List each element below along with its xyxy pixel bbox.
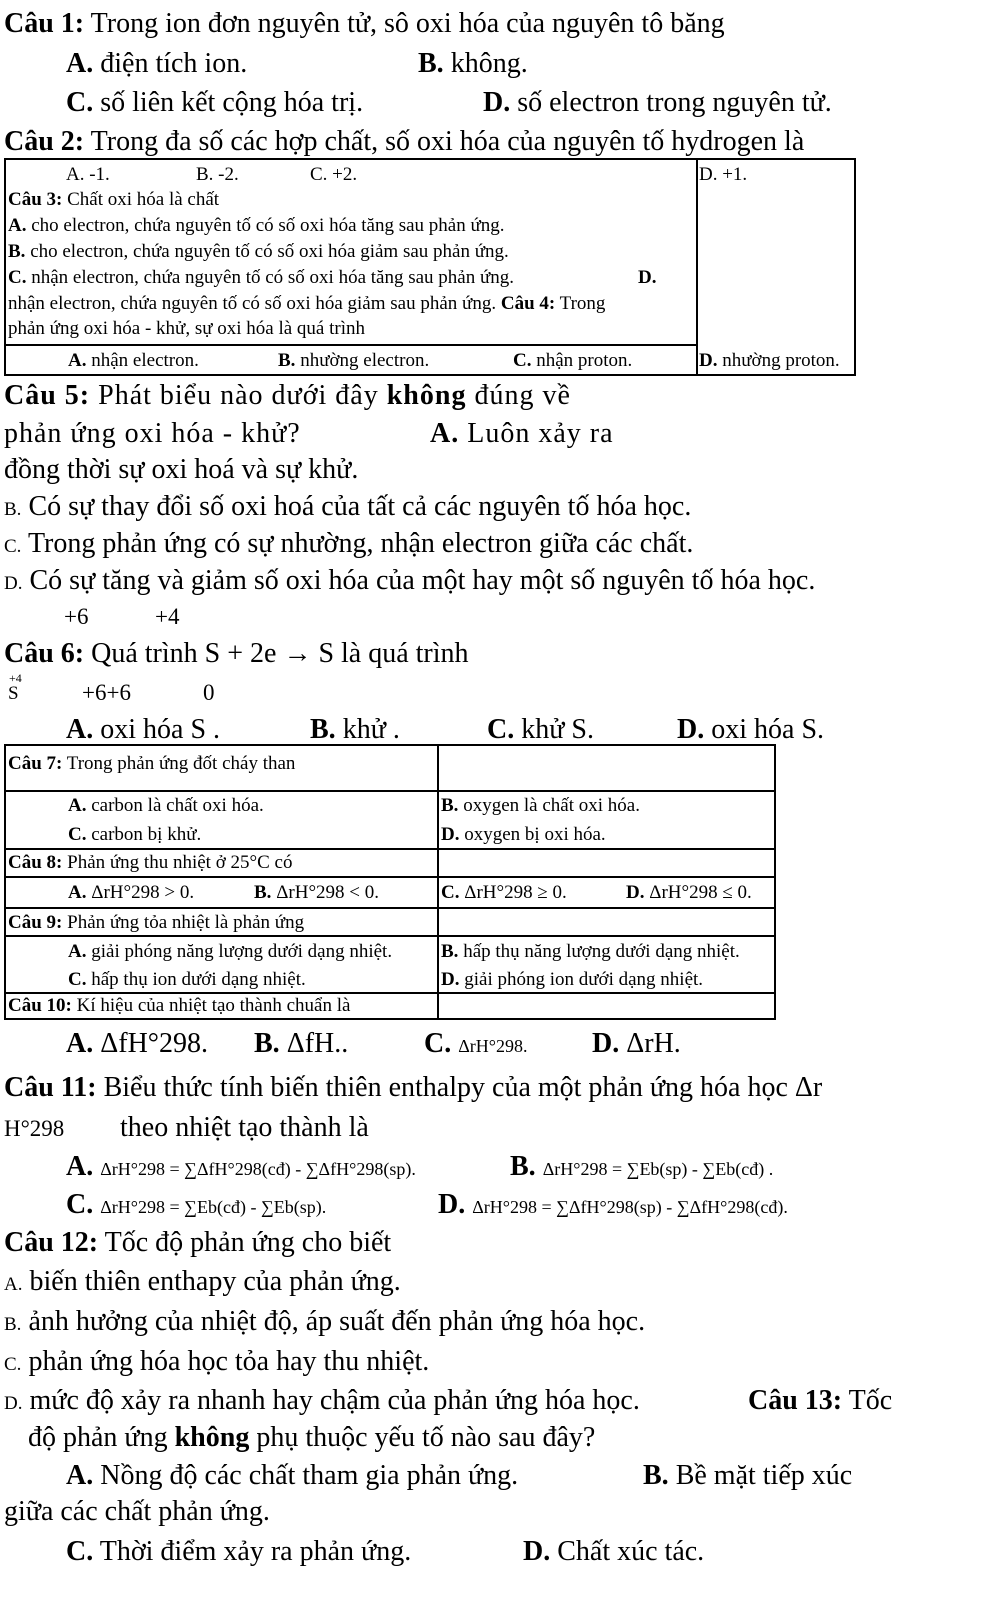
q4-option-c[interactable] bbox=[513, 351, 632, 370]
q6-b-letter: B. bbox=[310, 714, 336, 745]
q13-a-letter: A. bbox=[66, 1460, 94, 1491]
table-rule bbox=[854, 158, 856, 376]
q1-d-letter: D. bbox=[483, 87, 511, 118]
q8-a-letter: A. bbox=[68, 882, 87, 903]
q7-option-d[interactable] bbox=[441, 825, 606, 844]
q1-c-letter: C. bbox=[66, 87, 94, 118]
q6-a-letter: A. bbox=[66, 714, 94, 745]
q7-b-text: oxygen là chất oxi hóa. bbox=[463, 795, 640, 816]
q5-label: Câu 5: bbox=[4, 380, 91, 411]
q6-d-text: oxi hóa S. bbox=[711, 714, 825, 745]
q3-b-letter: B. bbox=[8, 241, 26, 262]
q7-text: Trong phản ứng đốt cháy than bbox=[66, 753, 296, 774]
q7-c-letter: C. bbox=[68, 824, 87, 845]
q12-a-text: biến thiên enthapy của phản ứng. bbox=[29, 1266, 401, 1297]
table-rule bbox=[4, 1018, 776, 1020]
q12-option-c[interactable] bbox=[4, 1348, 429, 1376]
q12-b-letter: B. bbox=[4, 1314, 22, 1335]
q6-option-c[interactable] bbox=[487, 716, 594, 744]
q11-a-text: ΔrH°298 = ∑ΔfH°298(cđ) - ∑ΔfH°298(sp). bbox=[100, 1159, 416, 1179]
q9-option-a[interactable] bbox=[68, 942, 392, 961]
q11-stem bbox=[4, 1074, 822, 1102]
table-rule bbox=[696, 158, 698, 376]
q5-b-letter: B. bbox=[4, 499, 22, 520]
q6-label: Câu 6: bbox=[4, 638, 85, 669]
q4-option-a[interactable] bbox=[68, 351, 199, 370]
q8-c-letter: C. bbox=[441, 882, 460, 903]
q11-option-d[interactable] bbox=[438, 1191, 788, 1219]
q10-c-letter: C. bbox=[424, 1028, 452, 1059]
q9-a-letter: A. bbox=[68, 941, 87, 962]
q8-a-text: ΔrH°298 > 0. bbox=[91, 882, 195, 903]
q4-option-d[interactable] bbox=[699, 351, 840, 370]
q1-a-letter: A. bbox=[66, 48, 94, 79]
q5-stem-line2: phản ứng oxi hóa - khử? bbox=[4, 418, 301, 449]
q12-label: Câu 12: bbox=[4, 1227, 99, 1258]
q6-option-d[interactable] bbox=[677, 716, 824, 744]
q1-stem bbox=[4, 10, 725, 38]
q13-b-letter: B. bbox=[643, 1460, 669, 1491]
q5-b-text: Có sự thay đổi số oxi hoá của tất cả các nguyên tố hóa học. bbox=[28, 491, 692, 522]
q3-option-b[interactable] bbox=[8, 242, 509, 261]
q7-option-b[interactable] bbox=[441, 796, 640, 815]
q2-option-c[interactable]: C. +2. bbox=[310, 164, 358, 185]
q12-option-d[interactable] bbox=[4, 1387, 640, 1415]
q7-c-text: carbon bị khử. bbox=[91, 824, 202, 845]
q8-b-letter: B. bbox=[254, 882, 272, 903]
table-rule bbox=[4, 344, 696, 346]
q5-emph: không bbox=[386, 380, 467, 411]
q10-d-letter: D. bbox=[592, 1028, 620, 1059]
q12-c-letter: C. bbox=[4, 1354, 22, 1375]
q13-option-c[interactable] bbox=[66, 1538, 411, 1566]
q13-option-a[interactable] bbox=[66, 1462, 518, 1490]
q12-option-b[interactable] bbox=[4, 1308, 645, 1336]
q10-a-letter: A. bbox=[66, 1028, 94, 1059]
q4-c-text: nhận proton. bbox=[536, 350, 633, 371]
q10-b-letter: B. bbox=[254, 1028, 280, 1059]
q5-option-d[interactable] bbox=[4, 567, 815, 595]
q7-d-text: oxygen bị oxi hóa. bbox=[464, 824, 606, 845]
q2-option-b[interactable]: B. -2. bbox=[196, 164, 239, 185]
q13-text-c: phụ thuộc yếu tố nào sau đây? bbox=[256, 1422, 596, 1453]
q13-option-b[interactable] bbox=[643, 1462, 852, 1490]
table-rule bbox=[4, 790, 776, 792]
q6-c-text: khử S. bbox=[521, 714, 594, 745]
q9-d-letter: D. bbox=[441, 969, 460, 990]
q7-d-letter: D. bbox=[441, 824, 460, 845]
q5-a-text: Luôn xảy ra bbox=[467, 418, 614, 449]
q11-a-letter: A. bbox=[66, 1151, 94, 1182]
q4-option-b[interactable] bbox=[278, 351, 429, 370]
q11-text: Biểu thức tính biến thiên enthalpy của một phản ứng hóa học Δr bbox=[103, 1072, 823, 1103]
table-rule bbox=[4, 374, 856, 376]
q5-stem bbox=[4, 382, 571, 410]
q2-option-d[interactable]: D. +1. bbox=[699, 164, 748, 185]
q5-c-text: Trong phản ứng có sự nhường, nhận electron giữa các chất. bbox=[27, 528, 694, 559]
q13-emph: không bbox=[174, 1422, 250, 1453]
q3-a-letter: A. bbox=[8, 215, 27, 236]
q6-oxidation-state: +4 bbox=[155, 604, 180, 629]
q1-c-text: số liên kết cộng hóa trị. bbox=[100, 87, 364, 118]
q13-b-text: Bề mặt tiếp xúc bbox=[675, 1460, 853, 1491]
q9-d-text: giải phóng ion dưới dạng nhiệt. bbox=[464, 969, 704, 990]
q11-c-text: ΔrH°298 = ∑Eb(cđ) - ∑Eb(sp). bbox=[100, 1197, 327, 1217]
q6-stem bbox=[4, 640, 469, 668]
table-rule bbox=[4, 992, 776, 994]
q5-option-c[interactable] bbox=[4, 530, 693, 558]
q3-a-text: cho electron, chứa nguyên tố có số oxi hóa tăng sau phản ứng. bbox=[31, 215, 505, 236]
q9-b-text: hấp thụ năng lượng dưới dạng nhiệt. bbox=[463, 941, 740, 962]
q5-option-b[interactable] bbox=[4, 493, 691, 521]
q1-option-d[interactable] bbox=[483, 89, 832, 117]
q6-option-b[interactable] bbox=[310, 716, 400, 744]
q5-d-letter: D. bbox=[4, 573, 23, 594]
table-rule bbox=[4, 158, 856, 160]
q4-b-text: nhường electron. bbox=[300, 350, 430, 371]
q5-option-a-line2: đồng thời sự oxi hoá và sự khử. bbox=[4, 454, 359, 485]
q4-stem: phản ứng oxi hóa - khử, sự oxi hóa là quá trình bbox=[8, 318, 366, 339]
q8-c-text: ΔrH°298 ≥ 0. bbox=[464, 882, 567, 903]
q11-option-a[interactable] bbox=[66, 1153, 416, 1181]
table-rule bbox=[4, 744, 6, 1020]
q11-stem-text2: theo nhiệt tạo thành là bbox=[120, 1112, 369, 1143]
q6-oxidation-state: 0 bbox=[203, 680, 215, 705]
q5-a-letter: A. bbox=[430, 418, 460, 449]
q3-d-text: nhận electron, chứa nguyên tố có số oxi hóa giảm sau phản ứng. bbox=[8, 293, 497, 314]
q6-s-superscript: +4 bbox=[9, 671, 22, 685]
q3-c-letter: C. bbox=[8, 267, 27, 288]
q10-option-a[interactable] bbox=[66, 1030, 208, 1058]
q8-d-text: ΔrH°298 ≤ 0. bbox=[649, 882, 752, 903]
q2-option-a[interactable]: A. -1. bbox=[66, 164, 110, 185]
q8-option-a[interactable] bbox=[68, 883, 194, 902]
q1-option-c[interactable] bbox=[66, 89, 363, 117]
q6-d-letter: D. bbox=[677, 714, 705, 745]
q12-d-text: mức độ xảy ra nhanh hay chậm của phản ứng hóa học. bbox=[29, 1385, 640, 1416]
q4-label: Câu 4: bbox=[500, 293, 556, 314]
q11-d-text: ΔrH°298 = ∑ΔfH°298(sp) - ∑ΔfH°298(cđ). bbox=[472, 1197, 788, 1217]
q4-b-letter: B. bbox=[278, 350, 296, 371]
q13-c-letter: C. bbox=[66, 1536, 94, 1567]
q12-option-a[interactable] bbox=[4, 1268, 401, 1296]
q8-option-b[interactable] bbox=[254, 883, 379, 902]
q12-a-letter: A. bbox=[4, 1274, 23, 1295]
q10-a-text: ΔfH°298. bbox=[100, 1028, 208, 1059]
q9-stem bbox=[8, 913, 304, 932]
table-rule bbox=[774, 744, 776, 1020]
q9-c-text: hấp thụ ion dưới dạng nhiệt. bbox=[91, 969, 306, 990]
q8-stem bbox=[8, 853, 292, 872]
q10-c-text: ΔrH°298. bbox=[458, 1036, 528, 1056]
q1-text: Trong ion đơn nguyên tử, sô oxi hóa của nguyên tô băng bbox=[90, 8, 725, 39]
q5-text-b: đúng về bbox=[474, 380, 571, 411]
q12-b-text: ảnh hưởng của nhiệt độ, áp suất đến phản ứng hóa học. bbox=[28, 1306, 646, 1337]
q12-stem bbox=[4, 1229, 391, 1257]
q9-a-text: giải phóng năng lượng dưới dạng nhiệt. bbox=[91, 941, 393, 962]
q13-option-d[interactable] bbox=[523, 1538, 704, 1566]
table-rule bbox=[4, 907, 776, 909]
q6-option-a[interactable] bbox=[66, 716, 220, 744]
q4-c-letter: C. bbox=[513, 350, 532, 371]
q12-text: Tốc độ phản ứng cho biết bbox=[104, 1227, 392, 1258]
q6-text: Quá trình S + 2e → S là quá trình bbox=[91, 638, 469, 669]
q1-b-letter: B. bbox=[418, 48, 444, 79]
q8-option-d[interactable] bbox=[626, 883, 752, 902]
q1-option-b[interactable] bbox=[418, 50, 528, 78]
q1-b-text: không. bbox=[450, 48, 528, 79]
q11-c-letter: C. bbox=[66, 1189, 94, 1220]
q5-c-letter: C. bbox=[4, 536, 22, 557]
q7-option-a[interactable] bbox=[68, 796, 264, 815]
q13-option-b-line2: giữa các chất phản ứng. bbox=[4, 1496, 270, 1527]
q11-label: Câu 11: bbox=[4, 1072, 97, 1103]
q7-stem bbox=[8, 754, 295, 773]
q9-text: Phản ứng tỏa nhiệt là phản ứng bbox=[67, 912, 305, 933]
q1-a-text: điện tích ion. bbox=[100, 48, 248, 79]
q13-a-text: Nồng độ các chất tham gia phản ứng. bbox=[100, 1460, 519, 1491]
q10-label: Câu 10: bbox=[8, 995, 72, 1016]
q13-text-b: độ phản ứng bbox=[28, 1422, 168, 1453]
q10-option-d[interactable] bbox=[592, 1030, 681, 1058]
q12-d-letter: D. bbox=[4, 1393, 23, 1414]
q1-d-text: số electron trong nguyên tử. bbox=[517, 87, 832, 118]
q9-c-letter: C. bbox=[68, 969, 87, 990]
q1-label: Câu 1: bbox=[4, 8, 85, 39]
q13-c-text: Thời điểm xảy ra phản ứng. bbox=[99, 1536, 412, 1567]
q3-text: Chất oxi hóa là chất bbox=[67, 189, 220, 210]
q13-d-letter: D. bbox=[523, 1536, 551, 1567]
q6-oxidation-state: +6 bbox=[64, 604, 89, 629]
q7-a-letter: A. bbox=[68, 795, 87, 816]
q10-option-c[interactable] bbox=[424, 1030, 528, 1058]
q10-option-b[interactable] bbox=[254, 1030, 348, 1058]
q11-b-letter: B. bbox=[510, 1151, 536, 1182]
q9-option-c[interactable] bbox=[68, 970, 306, 989]
q10-text: Kí hiệu của nhiệt tạo thành chuẩn là bbox=[76, 995, 351, 1016]
q11-option-c[interactable] bbox=[66, 1191, 326, 1219]
q8-d-letter: D. bbox=[626, 882, 645, 903]
q6-c-letter: C. bbox=[487, 714, 515, 745]
q9-option-d[interactable] bbox=[441, 970, 703, 989]
q10-d-text: ΔrH. bbox=[626, 1028, 681, 1059]
q2-stem bbox=[4, 128, 804, 156]
q6-oxidation-state: +6+6 bbox=[82, 680, 131, 705]
q13-label: Câu 13: bbox=[748, 1385, 843, 1416]
q3-option-a[interactable] bbox=[8, 216, 505, 235]
q3-option-d-letter[interactable] bbox=[638, 268, 656, 287]
q3-label: Câu 3: bbox=[8, 189, 63, 210]
q5-option-a[interactable] bbox=[430, 420, 614, 448]
table-rule bbox=[437, 744, 439, 1020]
table-rule bbox=[4, 848, 776, 850]
q4-text-a: Trong bbox=[559, 293, 606, 314]
q10-b-text: ΔfH.. bbox=[286, 1028, 349, 1059]
q3-d-letter: D. bbox=[638, 267, 657, 288]
q7-option-c[interactable] bbox=[68, 825, 201, 844]
q11-option-b[interactable] bbox=[510, 1153, 773, 1181]
table-rule bbox=[4, 876, 776, 878]
q3-b-text: cho electron, chứa nguyên tố có số oxi hóa giảm sau phản ứng. bbox=[30, 241, 509, 262]
q3-option-d[interactable] bbox=[8, 294, 605, 313]
q2-text: Trong đa số các hợp chất, số oxi hóa của nguyên tố hydrogen là bbox=[90, 126, 805, 157]
q4-a-letter: A. bbox=[68, 350, 87, 371]
q11-stem-line2 bbox=[4, 1114, 64, 1142]
q7-a-text: carbon là chất oxi hóa. bbox=[91, 795, 264, 816]
q9-option-b[interactable] bbox=[441, 942, 740, 961]
q3-c-text: nhận electron, chứa nguyên tố có số oxi hóa tăng sau phản ứng. bbox=[31, 267, 515, 288]
q6-a-text: oxi hóa S . bbox=[100, 714, 221, 745]
q8-b-text: ΔrH°298 < 0. bbox=[276, 882, 380, 903]
q4-d-text: nhường proton. bbox=[722, 350, 840, 371]
q10-stem bbox=[8, 996, 350, 1015]
q6-b-text: khử . bbox=[342, 714, 400, 745]
q6-s-symbol: S bbox=[8, 683, 19, 704]
table-rule bbox=[4, 935, 776, 937]
q13-stem-line2 bbox=[28, 1424, 595, 1452]
q11-d-letter: D. bbox=[438, 1189, 466, 1220]
q7-label: Câu 7: bbox=[8, 753, 63, 774]
q13-stem bbox=[748, 1387, 892, 1415]
q11-h-symbol: H°298 bbox=[4, 1116, 65, 1141]
q11-b-text: ΔrH°298 = ∑Eb(sp) - ∑Eb(cđ) . bbox=[542, 1159, 774, 1179]
q1-option-a[interactable] bbox=[66, 50, 247, 78]
q13-d-text: Chất xúc tác. bbox=[557, 1536, 705, 1567]
q7-b-letter: B. bbox=[441, 795, 459, 816]
q5-text-a: Phát biểu nào dưới đây bbox=[98, 380, 379, 411]
q8-label: Câu 8: bbox=[8, 852, 63, 873]
q9-b-letter: B. bbox=[441, 941, 459, 962]
q3-option-c[interactable] bbox=[8, 268, 514, 287]
q9-label: Câu 9: bbox=[8, 912, 63, 933]
q2-label: Câu 2: bbox=[4, 126, 85, 157]
table-rule bbox=[4, 744, 776, 746]
q4-a-text: nhận electron. bbox=[91, 350, 199, 371]
q4-d-letter: D. bbox=[699, 350, 718, 371]
q5-d-text: Có sự tăng và giảm số oxi hóa của một hay một số nguyên tố hóa học. bbox=[29, 565, 816, 596]
q3-stem bbox=[8, 190, 219, 209]
q8-option-c[interactable] bbox=[441, 883, 567, 902]
q13-text-a: Tốc bbox=[848, 1385, 893, 1416]
q12-c-text: phản ứng hóa học tỏa hay thu nhiệt. bbox=[28, 1346, 430, 1377]
q8-text: Phản ứng thu nhiệt ở 25°C có bbox=[67, 852, 293, 873]
